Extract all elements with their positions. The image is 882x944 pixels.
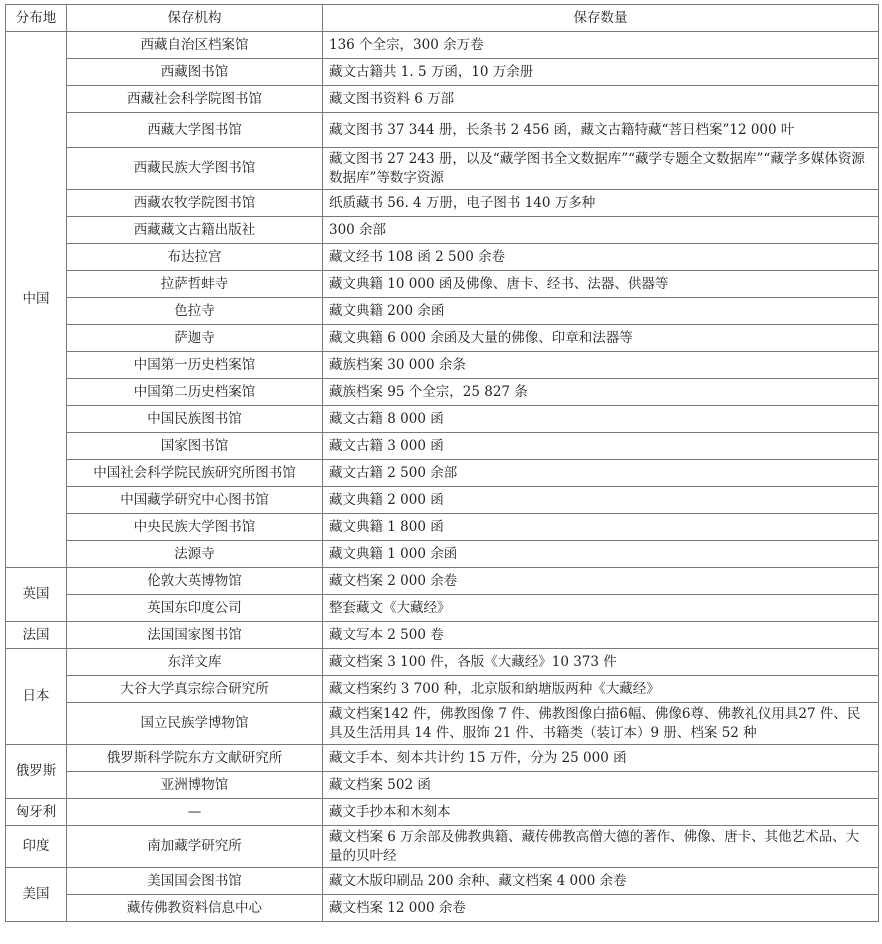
header-row [6, 5, 879, 32]
table-row [6, 649, 879, 676]
org-cell: 西藏社会科学院图书馆 [67, 86, 323, 113]
archive-table [5, 4, 879, 922]
table-row [6, 190, 879, 217]
table-row [6, 745, 879, 772]
table-row [6, 32, 879, 59]
table-row [6, 568, 879, 595]
table-row [6, 298, 879, 325]
region-cell: 匈牙利 [6, 799, 67, 826]
qty-cell: 藏文写本 2 500 卷 [323, 622, 879, 649]
header-org: 保存机构 [67, 5, 323, 32]
table-row [6, 406, 879, 433]
qty-cell: 藏文典籍 2 000 函 [323, 487, 879, 514]
org-cell: 西藏藏文古籍出版社 [67, 217, 323, 244]
qty-cell: 藏文古籍 2 500 余部 [323, 460, 879, 487]
table-row [6, 595, 879, 622]
table-row [6, 799, 879, 826]
header-region: 分布地 [6, 5, 67, 32]
qty-cell: 藏文图书 37 344 册，长条书 2 456 函，藏文古籍特藏“菩日档案”12 000 叶 [323, 113, 879, 148]
table-row [6, 703, 879, 745]
qty-cell: 136 个全宗，300 余万卷 [323, 32, 879, 59]
org-cell: 中国民族图书馆 [67, 406, 323, 433]
org-cell: 中国藏学研究中心图书馆 [67, 487, 323, 514]
qty-cell: 藏文古籍 3 000 函 [323, 433, 879, 460]
table-row [6, 244, 879, 271]
qty-cell: 藏文古籍共 1. 5 万函，10 万余册 [323, 59, 879, 86]
org-cell: 西藏农牧学院图书馆 [67, 190, 323, 217]
table-row [6, 148, 879, 190]
qty-cell: 藏文典籍 200 余函 [323, 298, 879, 325]
table-row [6, 217, 879, 244]
org-cell: — [67, 799, 323, 826]
region-cell: 英国 [6, 568, 67, 622]
table-row [6, 352, 879, 379]
table-row [6, 433, 879, 460]
qty-cell: 藏文档案 12 000 余卷 [323, 895, 879, 922]
org-cell: 国家图书馆 [67, 433, 323, 460]
org-cell: 东洋文库 [67, 649, 323, 676]
qty-cell: 整套藏文《大藏经》 [323, 595, 879, 622]
qty-cell: 藏文经书 108 函 2 500 余卷 [323, 244, 879, 271]
org-cell: 藏传佛教资料信息中心 [67, 895, 323, 922]
table-row [6, 487, 879, 514]
org-cell: 拉萨哲蚌寺 [67, 271, 323, 298]
org-cell: 萨迦寺 [67, 325, 323, 352]
table-row [6, 379, 879, 406]
region-cell: 美国 [6, 868, 67, 922]
region-cell: 印度 [6, 826, 67, 868]
qty-cell: 藏文档案 2 000 余卷 [323, 568, 879, 595]
org-cell: 中国社会科学院民族研究所图书馆 [67, 460, 323, 487]
org-cell: 色拉寺 [67, 298, 323, 325]
region-cell: 俄罗斯 [6, 745, 67, 799]
org-cell: 伦敦大英博物馆 [67, 568, 323, 595]
org-cell: 南加藏学研究所 [67, 826, 323, 868]
org-cell: 国立民族学博物馆 [67, 703, 323, 745]
qty-cell: 藏文古籍 8 000 函 [323, 406, 879, 433]
org-cell: 中央民族大学图书馆 [67, 514, 323, 541]
org-cell: 西藏民族大学图书馆 [67, 148, 323, 190]
region-cell: 法国 [6, 622, 67, 649]
table-row [6, 460, 879, 487]
qty-cell: 藏文手抄本和木刻本 [323, 799, 879, 826]
table-row [6, 541, 879, 568]
qty-cell: 藏文档案 502 函 [323, 772, 879, 799]
qty-cell: 藏文典籍 10 000 函及佛像、唐卡、经书、法器、供器等 [323, 271, 879, 298]
org-cell: 中国第二历史档案馆 [67, 379, 323, 406]
org-cell: 俄罗斯科学院东方文献研究所 [67, 745, 323, 772]
region-cell: 中国 [6, 32, 67, 568]
table-row [6, 59, 879, 86]
table-row [6, 895, 879, 922]
table-row [6, 676, 879, 703]
table-row [6, 826, 879, 868]
org-cell: 布达拉宫 [67, 244, 323, 271]
org-cell: 西藏自治区档案馆 [67, 32, 323, 59]
qty-cell: 藏文档案142 件，佛教图像 7 件、佛教图像白描6幅、佛像6尊、佛教礼仪用具27 件、民具及生活用具 14 件、服饰 21 件、书籍类（装订本）9 册、档案 52 种 [323, 703, 879, 745]
qty-cell: 藏文图书 27 243 册，以及“藏学图书全文数据库”“藏学专题全文数据库”“藏学多媒体资源数据库”等数字资源 [323, 148, 879, 190]
qty-cell: 藏族档案 95 个全宗，25 827 条 [323, 379, 879, 406]
qty-cell: 藏文档案 6 万余部及佛教典籍、藏传佛教高僧大德的著作、佛像、唐卡、其他艺术品、大量的贝叶经 [323, 826, 879, 868]
table-row [6, 514, 879, 541]
table-row [6, 113, 879, 148]
qty-cell: 藏族档案 30 000 余条 [323, 352, 879, 379]
qty-cell: 藏文档案 3 100 件，各版《大藏经》10 373 件 [323, 649, 879, 676]
table-row [6, 622, 879, 649]
qty-cell: 300 余部 [323, 217, 879, 244]
org-cell: 法源寺 [67, 541, 323, 568]
qty-cell: 纸质藏书 56. 4 万册，电子图书 140 万多种 [323, 190, 879, 217]
qty-cell: 藏文典籍 1 000 余函 [323, 541, 879, 568]
org-cell: 英国东印度公司 [67, 595, 323, 622]
org-cell: 美国国会图书馆 [67, 868, 323, 895]
table-row [6, 772, 879, 799]
qty-cell: 藏文图书资料 6 万部 [323, 86, 879, 113]
qty-cell: 藏文木版印刷品 200 余种、藏文档案 4 000 余卷 [323, 868, 879, 895]
table-row [6, 271, 879, 298]
org-cell: 西藏图书馆 [67, 59, 323, 86]
table-row [6, 868, 879, 895]
qty-cell: 藏文档案约 3 700 种，北京版和納塘版两种《大藏经》 [323, 676, 879, 703]
qty-cell: 藏文典籍 1 800 函 [323, 514, 879, 541]
org-cell: 法国国家图书馆 [67, 622, 323, 649]
org-cell: 大谷大学真宗综合研究所 [67, 676, 323, 703]
org-cell: 西藏大学图书馆 [67, 113, 323, 148]
org-cell: 中国第一历史档案馆 [67, 352, 323, 379]
qty-cell: 藏文手本、刻本共计约 15 万件，分为 25 000 函 [323, 745, 879, 772]
qty-cell: 藏文典籍 6 000 余函及大量的佛像、印章和法器等 [323, 325, 879, 352]
org-cell: 亚洲博物馆 [67, 772, 323, 799]
region-cell: 日本 [6, 649, 67, 745]
table-row [6, 86, 879, 113]
table-row [6, 325, 879, 352]
header-qty: 保存数量 [323, 5, 879, 32]
